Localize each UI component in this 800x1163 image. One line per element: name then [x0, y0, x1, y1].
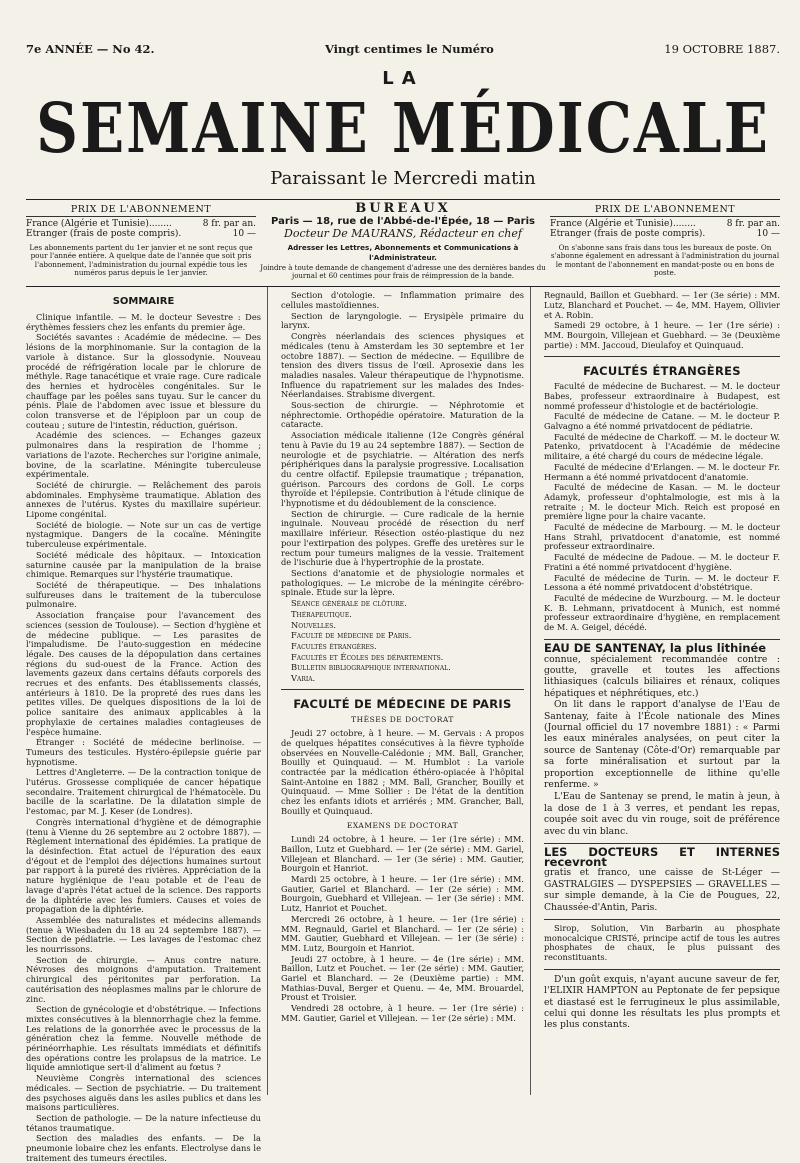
subscription-row-etranger — [550, 229, 780, 240]
facultes-etrangeres-heading: FACULTÉS ÉTRANGÈRES — [583, 363, 741, 378]
sommaire-item: Académie des sciences. — Echanges gazeux pulmonaires dans la respiration de l'homme ; variations de l'azote. Recherches sur l'origine animale, bovine, de la scarlatine. Méningite tuberculeuse expérimentale. — [26, 430, 261, 480]
info-boxes — [26, 202, 780, 280]
sommaire-item: Association médicale italienne (12e Congrès général tenu à Pavie du 19 au 24 septembre 1887). — Section de neurologie et de psychiatrie. — Altération des nerfs périphériques dans la paralysie progressive. Localisation du centre olfactif. Epilepsie traumatique ; trépanation, guérison. Parcours des cordons de Goll. Le corps thyroïde et l'épilepsie. Contribution à l'étude clinique de l'hypnotisme et du dédoublement de la conscience. — [281, 430, 524, 509]
faculte-item: Faculté de médecine de Bucharest. — M. le docteur Babes, professeur extraordinaire à Budapest, est nommé professeur d'histologie et de bactériologie. — [544, 381, 780, 411]
sommaire-item: Sous-section de chirurgie. — Néphrotomie et néphrectomie. Orthopédie opératoire. Maturation de la cataracte. — [281, 400, 524, 430]
examens-item: Samedi 29 octobre, à 1 heure. — 1er (1re série) : MM. Bourgoin, Villejean et Guebhard. — 3e (Deuxième partie) : MM. Jaccoud, Dieulafoy et Quinquaud. — [544, 320, 780, 350]
faculte-item: Faculté de médecine de Catane. — M. le docteur P. Galvagno a été nommé privatdocent de pédiatrie. — [544, 411, 780, 432]
faculte-paris-heading: FACULTÉ DE MÉDECINE DE PARIS — [293, 696, 512, 711]
faculte-item: Faculté de médecine de Padoue. — M. le docteur F. Fratini a été nommé privatdocent d'hygiène. — [544, 552, 780, 572]
article-columns — [26, 286, 780, 1163]
sommaire-item: Thérapeutique. — [291, 608, 352, 619]
faculte-item: Faculté de médecine de Marbourg. — M. le docteur Hans Strahl, privatdocent d'anatomie, est nommé professeur extraordinaire. — [544, 522, 780, 552]
sommaire-item: Section de pathologie. — De la nature infectieuse du tétanos traumatique. — [26, 1112, 261, 1133]
sommaire-item: Section de chirurgie. — Anus contre nature. Névroses des moignons d'amputation. Traitement chirurgical des péritonites par perforation. La cautérisation des néoplasmes malins par le chlorure de zinc. — [26, 954, 261, 1004]
examens-item: Mardi 25 octobre, à 1 heure. — 1er (1re série) : MM. Gautier, Gariel et Blanchard. — 1er (2e série) : MM. Bourgoin, Guebhard et Villejean. — 1er (3e série) : MM. Lutz, Hanriot et Pouchet. — [281, 873, 524, 914]
subscription-row-france — [550, 219, 780, 230]
bureaux-director: Docteur De MAURANS, Rédacteur en chef — [284, 227, 522, 240]
subscription-box-left — [26, 202, 256, 280]
theses-heading: THÈSES DE DOCTORAT — [351, 715, 454, 725]
issue-number: 7e ANNÉE — No 42. — [26, 42, 155, 56]
issue-date: 19 OCTOBRE 1887. — [664, 42, 780, 56]
sommaire-item: Association française pour l'avancement des sciences (session de Toulouse). — Section d'hygiène et de médecine publique. — Les parasites de l'impaludisme. De l'auto-suggestion en médecine légale. Des causes de la dépopulation dans certaines régions du sud-ouest de la France. Action des lavements gazeux dans certains défauts corporels des recrues et des enfants. Des établissements classés, antérieurs à 1810. De la propreté des rues dans les petites villes. De quelques dispositions de la loi de police sanitaire des animaux applicables à la prophylaxie de certaines maladies contagieuses de l'espèce humaine. — [26, 610, 261, 737]
faculte-item: Faculté de médecine de Kasan. — M. le docteur Adamyk, professeur d'ophtalmologie, est mis à la retraite ; M. le docteur Mich. Reich est proposé en première ligne pour la chaire vacante. — [544, 482, 780, 522]
row-label: Etranger (frais de poste compris). — [26, 229, 182, 239]
subscription-heading-left: PRIX DE L'ABONNEMENT — [26, 205, 256, 217]
issue-price: Vingt centimes le Numéro — [324, 42, 494, 56]
examens-heading: EXAMENS DE DOCTORAT — [346, 821, 459, 831]
row-price: 8 fr. par an. — [726, 218, 780, 229]
sommaire-item: Nouvelles. — [291, 619, 337, 630]
faculte-item: Faculté de médecine de Charkoff. — M. le docteur W. Patenko, privatdocent à l'Académie de médecine militaire, a été chargé du cours de médecine légale. — [544, 431, 780, 462]
journal-title: SEMAINE MÉDICALE — [36, 88, 770, 169]
title-article: LA — [382, 68, 424, 89]
section-divider — [544, 356, 780, 357]
newspaper-page — [0, 42, 800, 1161]
sommaire-item: Section de chirurgie. — Cure radicale de la hernie inguinale. Nouveau procédé de résection du nerf maxillaire inférieur. Résection ostéo-plastique du nez pour l'extirpation des polypes. Greffe des uretères sur le rectum pour tumeurs malignes de la vessie. Traitement de l'ischurie due à l'hypertrophie de la prostate. — [281, 508, 524, 568]
journal-subtitle: Paraissant le Mercredi matin — [270, 168, 536, 189]
sommaire-item: Section d'otologie. — Inflammation primaire des cellules mastoïdiennes. — [281, 290, 524, 311]
ad-santenay-body: connue, spécialement recommandée contre : goutte, gravelle et toutes les affections lithiasiques (calculs biliaires et rénaux, coliques hépatiques et néphrétiques, etc.) — [544, 653, 780, 699]
sommaire-item: Société de thérapeutique. — Des inhalations sulfureuses dans le traitement de la tuberculose pulmonaire. — [26, 580, 261, 610]
examens-item: Jeudi 27 octobre, à 1 heure. — 4e (1re série) : MM. Baillon, Lutz et Pouchet. — 1er (2e série) : MM. Gautier, Gariel et Blanchard. — 2e (Deuxième partie) : MM. Mathias-Duval, Berger et Quenu. — 4e, MM. Brouardel, Proust et Troisier. — [281, 953, 524, 1003]
ad-pougues-body: gratis et franco, une caisse de St-Léger — GASTRALGIES — DYSPEPSIES — GRAVELLES — sur simple demande, à la Cie de Pougues, 22, Chaussée-d'Antin, Paris. — [544, 867, 780, 913]
faculte-item: Faculté de médecine de Turin. — M. le docteur F. Lessona a été nommé privatdocent d'obstétrique. — [544, 572, 780, 593]
subscription-row-etranger — [26, 229, 256, 240]
ad-pougues-heading: LES DOCTEURS ET INTERNES recevront — [544, 845, 780, 869]
sommaire-item: Assemblée des naturalistes et médecins allemands (tenue à Wiesbaden du 18 au 24 septembre 1887). — Section de pédiatrie. — Les lavages de l'estomac chez les nourrissons. — [26, 914, 261, 955]
bureaux-box — [258, 202, 548, 280]
subscription-box-right — [550, 202, 780, 280]
sommaire-item: Neuvième Congrès international des sciences médicales. — Section de psychiatrie. — Du traitement des psychoses aiguës dans les asiles publics et dans les maisons particulières. — [26, 1073, 261, 1113]
sommaire-item: Faculté de médecine de Paris. — [291, 630, 412, 641]
subscription-row-france — [26, 219, 256, 230]
advertisement-santenay — [544, 639, 780, 837]
advertisement-hampton — [544, 969, 780, 1031]
sommaire-item: Congrès international d'hygiène et de démographie (tenu à Vienne du 26 septembre au 2 octobre 1887). — Règlement international des épidémies. La pratique de la désinfection. État actuel de l'épuration des eaux d'égout et de l'emploi des déjections humaines surtout par rapport à la pureté des rivières. Appréciation de la nature hygiénique de l'eau potable et de l'eau de lavage d'après l'état actuel de la science. Des rapports de la diphtérie avec les fumiers. Causes et voies de propagation de la diphtérie. — [26, 816, 261, 915]
ad-santenay-heading: EAU DE SANTENAY, la plus lithinée — [544, 640, 767, 655]
sommaire-item: Varia. — [291, 673, 316, 684]
masthead-top — [26, 42, 780, 56]
row-price: 8 fr. par an. — [202, 218, 256, 229]
column-sommaire — [26, 287, 268, 1163]
sommaire-item: Section de laryngologie. — Erysipèle primaire du larynx. — [281, 310, 524, 331]
sommaire-item: Société de biologie. — Note sur un cas de vertige nystagmique. Dangers de la cocaïne. Méningite tuberculeuse expérimentale. — [26, 519, 261, 550]
faculte-item: Faculté de médecine de Wurzbourg. — M. le docteur K. B. Lehmann, privatdocent à Munich, est nommé professeur extraordinaire d'hygiène, en remplacement de M. A. Geigel, décédé. — [544, 593, 780, 633]
subscription-note-right: On s'abonne sans frais dans tous les bureaux de poste. On s'abonne également en adressant à l'administration du journal le montant de l'abonnement en mandat-poste ou en bons de poste. — [550, 242, 780, 278]
bureaux-heading: BUREAUX — [355, 201, 451, 216]
sommaire-item: Société de chirurgie. — Relâchement des parois abdominales. Emphysème traumatique. Ablation des annexes de l'utérus. Kystes du maxillaire supérieur. Lipome congénital. — [26, 479, 261, 520]
sommaire-item: Étranger : Société de médecine berlinoise. — Tumeurs des testicules. Hystéro-épilepsie guérie par hypnotisme. — [26, 737, 261, 767]
sommaire-item: Section des maladies des enfants. — De la pneumonie lobaire chez les enfants. Electrolyse dans le traitement des tumeurs érectiles. — [26, 1133, 261, 1163]
examens-item: Lundi 24 octobre, à 1 heure. — 1er (1re série) : MM. Baillon, Lutz et Guebhard. — 1er (2e série) : MM. Gariel, Villejean et Blanchard. — 1er (3e série) : MM. Gautier, Bourgoin et Hanriot. — [281, 834, 524, 874]
section-divider — [281, 689, 524, 690]
row-label: France (Algérie et Tunisie)........ — [550, 218, 696, 229]
faculte-item: Faculté de médecine d'Erlangen. — M. le docteur Fr. Hermann a été nommé privatdocent d'anatomie. — [544, 461, 780, 482]
sommaire-item: Section de gynécologie et d'obstétrique. — Infections mixtes consécutives à la blennorrhagie chez la femme. Les relations de la gonorrhée avec le processus de la génération chez la femme. Nouvelle méthode de périnéorrhaphie. Les résultats immédiats et définitifs des opérations contre les prolapsus de la matrice. Le liquide amniotique sert-il d'aliment au fœtus ? — [26, 1004, 261, 1073]
sommaire-item: Facultés et Écoles des départements. — [291, 651, 444, 662]
sommaire-item: Facultés étrangères. — [291, 640, 377, 651]
sommaire-item: Sociétés savantes : Académie de médecine. — Des lésions de la morphinomanie. Sur la contagion de la variole à distance. Sur la glossodynie. Nouveau procédé de réfrigération locale par le chlorure de méthyle. Rage tanacétique et vraie rage. Cure radicale des hernies et hydrocèles congénitales. Sur le chauffage par les poêles sans tuyau. Sur le cancer du pénis. Plaie de l'abdomen avec issue et blessure du colon transverse et de l'épiploon par un coup de couteau ; suture de l'intestin, réduction, guérison. — [26, 332, 261, 430]
ad-hampton-body: D'un goût exquis, n'ayant aucune saveur de fer, l'ELIXIR HAMPTON au Peptonate de fer pepsique et diastasé est le ferrugineux le plus assimilable, celui qui donne les résultats les plus prompts et les plus constants. — [544, 973, 780, 1031]
examens-item: Regnauld, Baillon et Guebhard. — 1er (3e série) : MM. Lutz, Blanchard et Pouchet. — 4e, MM. Hayem, Ollivier et A. Robin. — [544, 290, 780, 320]
bureaux-address: Paris — 18, rue de l'Abbé-de-l'Épée, 18 — Paris — [271, 215, 535, 227]
sommaire-item: Sections d'anatomie et de physiologie normales et pathologiques. — Le microbe de la méningite cérébro-spinale. Etude sur la lèpre. — [281, 568, 524, 598]
sommaire-item: Société médicale des hôpitaux. — Intoxication saturnine causée par la manipulation de la braise chimique. Remarques sur l'hystérie traumatique. — [26, 549, 261, 580]
sommaire-item: Lettres d'Angleterre. — De la contraction tonique de l'utérus. Grossesse compliquée de cancer hépatique secondaire. Traitement chirurgical de l'hématocèle. Du bacille de la scarlatine. De la dilatation simple de l'estomac, par M. J. Keser (de Londres). — [26, 767, 261, 817]
subscription-heading-right: PRIX DE L'ABONNEMENT — [550, 205, 780, 217]
row-price: 10 — — [756, 229, 780, 239]
advertisement-barbarin — [544, 919, 780, 963]
sommaire-item: Congrès néerlandais des sciences physiques et médicales (tenu à Amsterdam les 30 septembre et 1er octobre 1887). — Section de médecine. — Equilibre de tension des divers tissus de l'œil. Aprosexie dans les maladies nasales. Valeur thérapeutique de l'hypnotisme. Influence du rapatriement sur les malades des Indes-Néerlandaises. Strabisme divergent. — [281, 331, 524, 400]
row-price: 10 — — [232, 229, 256, 239]
ad-santenay-body2: On lit dans le rapport d'analyse de l'Eau de Santenay, faite à l'École nationale des Mines (Journal officiel du 17 novembre 1881) : « Parmi les eaux minérales analysées, on peut citer la source de Santenay (Côte-d'Or) remarquable par sa forte minéralisation et surtout par la proportion exceptionnelle de lithine qu'elle renferme. » — [544, 699, 780, 790]
sommaire-item: Séance générale de clôture. — [291, 598, 407, 609]
sommaire-item: Bulletin bibliographique international. — [291, 662, 451, 673]
subscription-note-left: Les abonnements partent du 1er janvier et ne sont reçus que pour l'année entière. A quelque date de l'année que soit pris l'abonnement, l'administration du journal expédie tous les numéros parus depuis le 1er janvier. — [29, 242, 253, 278]
theses-item: Jeudi 27 octobre, à 1 heure. — M. Gervais : A propos de quelques hépatites consécutives à la fièvre typhoïde observées en Nouvelle-Calédonie ; MM. Ball, Grancher, Bouilly et Quinquaud. — M. Humblot : La variole contractée par la médication éthéro-opiacée à l'hôpital Saint-Antoine en 1882 ; MM. Ball, Grancher, Bouilly et Quinquaud. — Mme Sollier : De l'état de la dentition chez les enfants idiots et arriérés ; MM. Grancher, Ball, Bouilly et Quinquaud. — [281, 728, 524, 816]
advertisement-pougues — [544, 843, 780, 913]
column-right — [538, 287, 780, 1095]
row-label: France (Algérie et Tunisie)........ — [26, 218, 172, 229]
sommaire-item: Clinique infantile. — M. le docteur Sevestre : Des érythèmes fessiers chez les enfants du premier âge. — [26, 312, 261, 332]
header-rule — [26, 199, 780, 200]
examens-item: Vendredi 28 octobre, à 1 heure. — 1er (1re série) : MM. Gautier, Gariel et Villejean. — 1er (2e série) : MM. — [281, 1003, 524, 1023]
ad-barbarin-body: Sirop, Solution, Vin Barbarin au phosphate monocalcique CRISTé, principe actif de tous les autres phosphates de chaux, le plus puissant des reconstituants. — [544, 923, 780, 963]
examens-item: Mercredi 26 octobre, à 1 heure. — 1er (1re série) : MM. Regnauld, Gariel et Blanchard. — 1er (2e série) : MM. Gautier, Guebhard et Villejean. — 1er (3e série) : MM. Lutz, Bourgoin et Hanriot. — [281, 913, 524, 953]
ad-santenay-body3: L'Eau de Santenay se prend, le matin à jeun, à la dose de 1 à 3 verres, et pendant les repas, coupée soit avec du vin rouge, soit de préférence avec du vin blanc. — [544, 791, 780, 837]
bureaux-instructions: Adresser les Lettres, Abonnements et Communications à l'Administrateur. — [287, 242, 519, 262]
row-label: Etranger (frais de poste compris). — [550, 229, 706, 239]
bureaux-note: Joindre à toute demande de changement d'adresse une des dernières bandes du journal et 60 centimes pour frais de réimpression de la bande. — [260, 263, 546, 280]
sommaire-heading: SOMMAIRE — [112, 296, 175, 308]
column-middle — [275, 287, 531, 1095]
